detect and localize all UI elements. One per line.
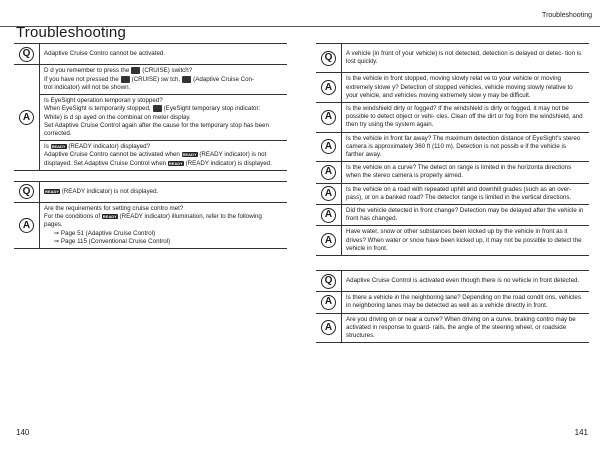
answer-badge-icon: A — [321, 295, 336, 310]
answer-row — [316, 205, 589, 226]
page-number-right: 141 — [574, 428, 588, 437]
ready-indicator-icon: READY — [51, 144, 66, 150]
page-number-left: 140 — [16, 428, 30, 437]
answer-item: Is the vehicle on a curve? The detect on range is limited in the horizonta directions when the stereo camera is properly aimed. — [346, 164, 572, 180]
answer-badge-icon: A — [321, 186, 336, 201]
page-reference-link[interactable]: ⇒ Page 51 (Adaptive Cruise Control) — [54, 229, 156, 237]
answer-row — [14, 203, 287, 249]
question-row — [14, 44, 287, 65]
question-badge-icon: Q — [19, 184, 34, 199]
answer-badge-icon: A — [321, 80, 336, 95]
answer-row — [316, 162, 589, 183]
question-text: A vehicle (in front of your vehicle) is not detected, detection is delayed or detec- tion is lost quickly. — [346, 50, 582, 66]
qa-block-ready-not-displayed — [14, 181, 287, 249]
answer-badge-icon: A — [321, 139, 336, 154]
answer-row — [316, 73, 589, 103]
answer-item-ready-indicator: Is READY (READY indicator) displayed? Adaptive Cruise Contro cannot be activated when READY (READY indicator) is not displayed. Set Adaptive Cruise Control when READY (READY indicator) is displayed. — [44, 143, 272, 167]
answer-text: Are the requirements for setting cruise contro met? For the conditions of READY (READY indicator) illumination, refer to the following pages. ⇒ Page 51 (Adaptive Cruise Control) ⇒ Page 115 (Conventional Cruise Control) — [40, 203, 287, 248]
answer-badge-icon: A — [321, 208, 336, 223]
qa-block-vehicle-not-detected — [316, 43, 589, 256]
answer-item: Is the windshield dirty or fogged? If the windshield is dirty or fogged, it may not be possible to detect object or vehi- cles. Clean off the dirt or fog from the windshield, and then try using the system again. — [346, 105, 583, 129]
answer-badge-icon: A — [19, 110, 34, 125]
answer-row — [14, 65, 287, 171]
page-title: Troubleshooting — [16, 24, 127, 41]
answer-badge-icon: A — [321, 233, 336, 248]
question-text: Adaptive Cruise Contro cannot be activated. — [44, 50, 166, 57]
answer-row — [316, 103, 589, 133]
ready-indicator-icon: READY — [168, 160, 183, 166]
right-column — [316, 43, 589, 353]
question-badge-icon: Q — [321, 51, 336, 66]
qa-block-acc-not-activated — [14, 43, 287, 171]
question-row — [14, 182, 287, 203]
answer-row — [316, 314, 589, 344]
answer-item: Are you driving on or near a curve? When driving on a curve, braking contro may be activated in response to guard- rails, the angle of the steering wheel, or roadside structures. — [346, 315, 576, 340]
question-text: Adaptive Cruise Control is activated even though there is no vehicle in front detected. — [346, 277, 580, 285]
cruise-switch-icon — [121, 76, 130, 83]
question-badge-icon: Q — [19, 47, 34, 62]
answer-item: Is the vehicle in front stopped, moving slowly relat ve to your vehicle or moving extremely slowe y? Detection of stopped vehicles, vehicle moving slowly relative to your vehicle, and vehicles moving extremely slow y may be difficult. — [346, 75, 573, 99]
ready-indicator-icon: READY — [102, 214, 117, 220]
answer-row — [316, 133, 589, 163]
answer-badge-icon: A — [19, 218, 34, 233]
page-reference-link[interactable]: ⇒ Page 115 (Conventional Cruise Control) — [54, 237, 171, 245]
question-row — [316, 44, 589, 73]
answer-item-eyesight-stopped: Is EyeSight operation temporari y stopped? When EyeSight is temporarily stopped, (EyeSight temporary stop indicator: White) is d sp ayed on the combinat on meter display. Set Adaptive Cruise Control again after the cause for the temporary stop has been corrected. — [40, 95, 287, 141]
acc-indicator-icon — [182, 76, 191, 83]
answer-item: Did the vehicle detected in front change? Detection may be delayed after the vehicle in front has changed. — [346, 207, 584, 223]
qa-block-acc-activated-no-vehicle — [316, 270, 589, 343]
answer-item: Is the vehicle in front far away? The maximum detection distance of EyeSight's stereo camera is approximately 360 ft (110 m). Detection is not possib e if the vehicle is farther away. — [346, 134, 581, 159]
header-section-label: Troubleshooting — [542, 12, 592, 19]
answer-row — [316, 292, 589, 313]
cruise-switch-icon — [131, 67, 140, 74]
answer-item-cruise-switch: D d you remember to press the (CRUISE) switch? If you have not pressed the (CRUISE) sw tch, (Adaptive Cruise Con- trol indicator) will not be shown. — [40, 65, 287, 95]
question-badge-icon: Q — [321, 274, 336, 289]
answer-badge-icon: A — [321, 320, 336, 335]
answer-item: Is there a vehicle in the neighboring lane? Depending on the road condit ons, vehicles in neighboring lanes may be detected as well as a vehicle directly in front. — [346, 294, 581, 310]
question-row — [316, 271, 589, 292]
answer-item: Have water, snow or other substances been kicked up by the vehicle in front as it drives? When water or snow have been kicked up, it may not be possible to detect the vehicle in front. — [346, 228, 582, 252]
answer-badge-icon: A — [321, 110, 336, 125]
answer-row — [316, 184, 589, 205]
answer-item: Is the vehicle on a road with repeated uphill and downhill grades (such as an over- pass), or on a banked road? The detector range is limited in the vertical directions. — [346, 185, 572, 201]
answer-row — [316, 226, 589, 256]
question-text: READY (READY indicator) is not displayed. — [45, 187, 159, 195]
ready-indicator-icon: READY — [45, 188, 60, 194]
left-column — [14, 43, 287, 259]
answer-badge-icon: A — [321, 165, 336, 180]
eyesight-stop-indicator-icon — [153, 105, 162, 112]
ready-indicator-icon: READY — [182, 152, 197, 158]
